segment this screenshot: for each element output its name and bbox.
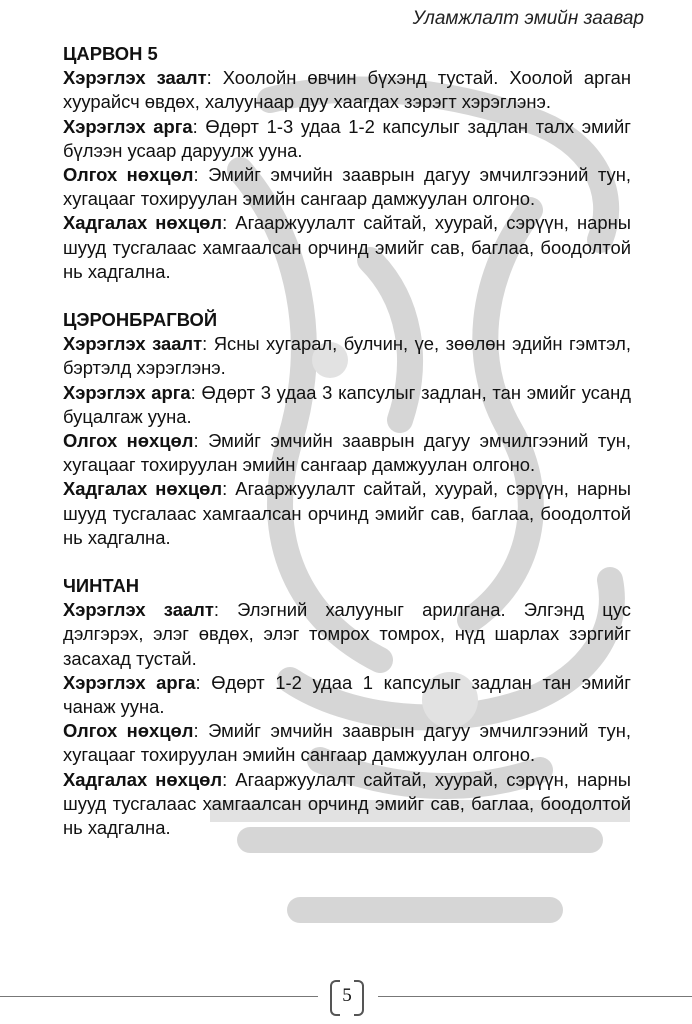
indication-paragraph: [63, 66, 631, 114]
usage-text: : Өдөрт 1-2 удаа 1 капсулыг задлан тан эмийг чанаж ууна.: [63, 671, 631, 718]
usage-paragraph: [63, 671, 631, 719]
usage-text: : Өдөрт 3 удаа 3 капсулыг задлан, тан эмийг усанд буцалгаж ууна.: [63, 381, 631, 427]
footer-rule-left: [0, 996, 318, 997]
dispense-label: Олгох нөхцөл: [63, 720, 194, 742]
storage-text: : Агааржуулалт сайтай, хуурай, сэрүүн, нарны шууд тусгалаас хамгаалсан орчинд эмийг сав, баглаа, боодолтой нь хадгална.: [63, 478, 631, 548]
storage-text: : Агааржуулалт сайтай, хуурай, сэрүүн, нарны шууд тусгалаас хамгаалсан орчинд эмийг сав, баглаа, боодолтой нь хадгална.: [63, 212, 631, 282]
indication-text: : Хоолойн өвчин бүхэнд тустай. Хоолой арган хуурайсч өвдөх, халуунаар дуу хаагдах зэрэгт хэрэглэнэ.: [63, 67, 632, 113]
indication-label: Хэрэглэх заалт: [63, 333, 203, 355]
storage-label: Хадгалах нөхцөл: [63, 478, 223, 500]
usage-label: Хэрэглэх арга: [63, 671, 196, 693]
medicine-section: [63, 42, 631, 284]
medicine-title: ЧИНТАН: [63, 575, 140, 597]
dispense-text: : Эмийг эмчийн зааврын дагуу эмчилгээний тун, хугацааг тохируулан эмийн сангаар дамжуулан олгоно.: [63, 164, 631, 210]
storage-paragraph: [63, 477, 631, 550]
indication-label: Хэрэглэх заалт: [63, 599, 214, 621]
usage-paragraph: [63, 115, 631, 163]
usage-paragraph: [63, 381, 631, 429]
storage-label: Хадгалах нөхцөл: [63, 212, 223, 234]
indication-text: : Элэгний халууныг арилгана. Элгэнд цус дэлгэрэх, элэг өвдөх, элэг томрох томрох, нүд шарлах зэргийг засахад тустай.: [63, 599, 632, 669]
indication-text: : Ясны хугарал, булчин, үе, зөөлөн эдийн гэмтэл, бэртэлд хэрэглэнэ.: [63, 333, 631, 379]
storage-paragraph: [63, 211, 631, 284]
dispense-paragraph: [63, 163, 631, 211]
usage-label: Хэрэглэх арга: [63, 381, 191, 403]
medicine-section: [63, 574, 631, 840]
medicine-title: ЦЭРОНБРАГВОЙ: [63, 309, 218, 331]
storage-text: : Агааржуулалт сайтай, хуурай, сэрүүн, нарны шууд тусгалаас хамгаалсан орчинд эмийг сав, баглаа, боодолтой нь хадгална.: [63, 768, 631, 839]
dispense-label: Олгох нөхцөл: [63, 164, 194, 186]
document-body: [63, 42, 631, 840]
running-header: Уламжлалт эмийн заавар: [412, 8, 644, 29]
dispense-label: Олгох нөхцөл: [63, 430, 194, 452]
medicine-section: [63, 308, 631, 550]
medicine-title: ЦАРВОН 5: [63, 43, 158, 64]
usage-text: : Өдөрт 1-3 удаа 1-2 капсулыг задлан талх эмийг бүлээн усаар даруулж ууна.: [63, 115, 631, 161]
dispense-text: : Эмийг эмчийн зааврын дагуу эмчилгээний тун, хугацааг тохируулан эмийн сангаар дамжуулан олгоно.: [63, 430, 631, 476]
storage-label: Хадгалах нөхцөл: [63, 768, 223, 790]
dispense-paragraph: [63, 719, 631, 767]
indication-paragraph: [63, 598, 631, 671]
footer-rule-right: [378, 996, 692, 997]
page-number: 5: [342, 985, 352, 1006]
dispense-paragraph: [63, 429, 631, 477]
indication-paragraph: [63, 332, 631, 380]
storage-paragraph: [63, 768, 631, 841]
usage-label: Хэрэглэх арга: [63, 115, 193, 137]
indication-label: Хэрэглэх заалт: [63, 67, 207, 89]
dispense-text: : Эмийг эмчийн зааврын дагуу эмчилгээний тун, хугацааг тохируулан эмийн сангаар дамжуулан олгоно.: [63, 720, 631, 766]
